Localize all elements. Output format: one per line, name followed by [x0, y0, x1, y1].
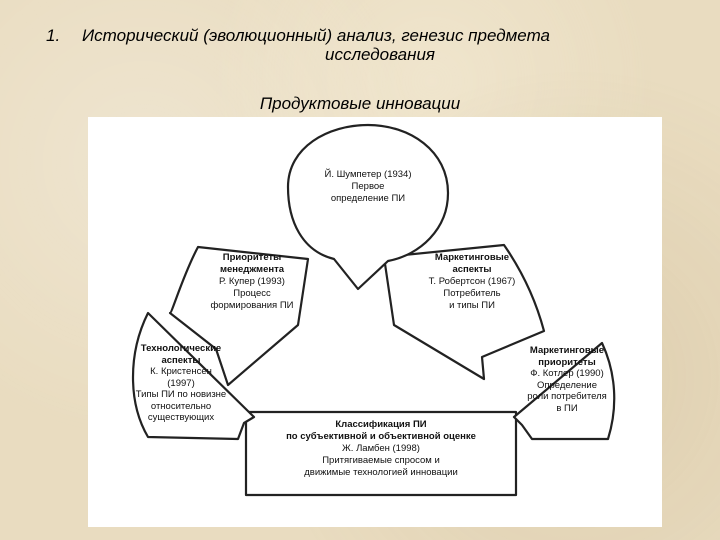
right-lower-line: роли потребителя [527, 391, 607, 402]
bottom-title: по субъективной и объективной оценке [286, 431, 476, 442]
bottom-node [248, 419, 514, 479]
bottom-line: Притягиваемые спросом и [322, 455, 440, 466]
bottom-title: Классификация ПИ [335, 419, 427, 430]
right-lower-line: в ПИ [556, 402, 578, 414]
heading-line-2: исследования [324, 45, 435, 64]
left-upper-title: менеджмента [219, 264, 285, 275]
heading-number: 1. [46, 26, 61, 45]
top-node-line: Первое [351, 181, 385, 192]
right-upper-line: Т. Робертсон (1967) [428, 276, 516, 287]
right-upper-node [410, 252, 534, 312]
left-lower-line: относительно [150, 400, 212, 412]
bottom-line: Ж. Ламбен (1998) [342, 443, 420, 454]
left-lower-line: Типы ПИ по новизне [135, 389, 227, 400]
left-lower-line: (1997) [167, 377, 195, 389]
right-lower-line: Ф. Котлер (1990) [530, 368, 604, 379]
right-lower-node [512, 345, 622, 414]
bottom-line: движимые технологией инновации [304, 467, 458, 478]
left-upper-line: формирования ПИ [210, 300, 294, 311]
subtitle: Продуктовые инновации [259, 94, 461, 113]
right-upper-line: и типы ПИ [449, 300, 495, 311]
left-upper-title: Приоритеты [222, 252, 282, 263]
left-lower-title: аспекты [161, 354, 201, 366]
top-node-line: Й. Шумпетер (1934) [324, 169, 412, 180]
right-upper-title: Маркетинговые [434, 252, 510, 263]
left-upper-line: Процесс [233, 288, 271, 299]
right-lower-line: Определение [536, 379, 598, 391]
diagram-panel [88, 117, 662, 527]
right-lower-title: Маркетинговые [529, 345, 605, 356]
left-upper-line: Р. Купер (1993) [219, 276, 285, 287]
top-node-line: определение ПИ [330, 193, 406, 204]
right-upper-title: аспекты [452, 264, 492, 275]
right-upper-line: Потребитель [443, 288, 501, 299]
heading-line-1: Исторический (эволюционный) анализ, генезис предмета [82, 26, 550, 45]
right-lower-title: приоритеты [538, 356, 596, 368]
left-lower-line: К. Кристенсен [150, 366, 212, 377]
left-lower-line: существующих [147, 412, 215, 423]
left-upper-node [200, 252, 304, 312]
left-lower-title: Технологические [140, 343, 222, 354]
top-node [298, 169, 438, 205]
left-lower-node [126, 343, 236, 424]
